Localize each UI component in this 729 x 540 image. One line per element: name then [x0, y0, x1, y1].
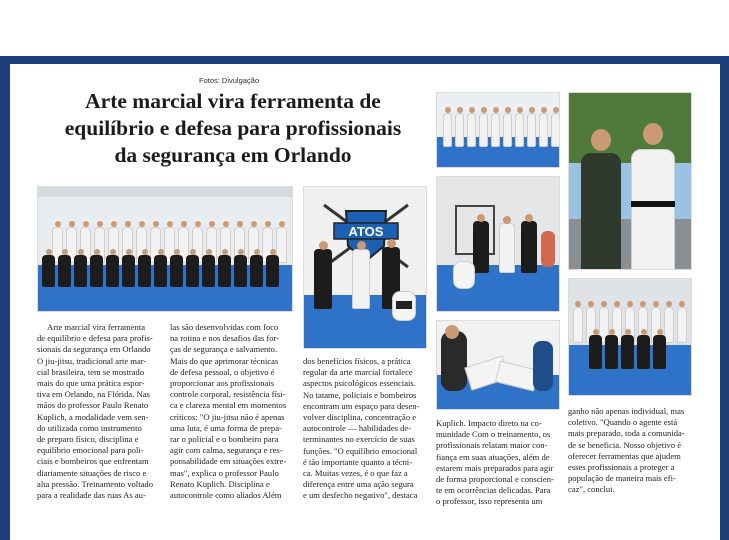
athlete-head — [125, 221, 131, 227]
logo-text: ATOS — [348, 224, 384, 239]
body-text-line: e um desfecho negativo", destaca — [303, 490, 418, 501]
body-text-line: Mais do que aprimorar técnicas — [170, 355, 279, 366]
body-text-line: ças de segurança e salvamento. — [170, 344, 278, 355]
athlete-head — [457, 107, 463, 113]
athlete — [42, 255, 55, 287]
athlete-head — [78, 249, 84, 255]
athlete — [605, 335, 618, 369]
body-text-line: Renato Kuplich. Disciplina e — [170, 478, 270, 489]
athlete-head — [517, 107, 523, 113]
athlete-head — [270, 249, 276, 255]
body-text-line: de forma proporcional e conscien- — [436, 474, 554, 485]
athlete-head — [679, 301, 685, 307]
athlete-head — [657, 329, 663, 335]
body-text-line: profissionais relatam maior con- — [436, 440, 548, 451]
athlete-head — [265, 221, 271, 227]
body-text-line: mais do que uma prática espor- — [37, 378, 145, 389]
body-text-line: fiança em suas atuações, além de — [436, 451, 550, 462]
athlete-head — [640, 301, 646, 307]
athlete-head — [209, 221, 215, 227]
athlete-head — [237, 221, 243, 227]
athlete — [589, 335, 602, 369]
athlete — [551, 113, 560, 147]
body-text-line: Arte marcial vira ferramenta — [47, 322, 146, 332]
body-text-line: regular da arte marcial fortalece — [303, 367, 413, 378]
athlete — [443, 113, 452, 147]
body-text-line: tiva em Orlando, na Flórida. Nas — [37, 389, 150, 400]
athlete-head — [609, 329, 615, 335]
athlete-head — [614, 301, 620, 307]
body-text-line: autocontrole — habilidades de- — [303, 423, 412, 434]
athlete — [455, 113, 464, 147]
body-text-line: ciais e bombeiros que enfrentam — [37, 456, 149, 467]
headline-line: equilíbrio e defesa para profissionais — [64, 116, 402, 140]
athlete-head — [481, 107, 487, 113]
body-text-line: do utilizada como instrumento — [37, 422, 142, 433]
athlete — [138, 255, 151, 287]
athlete-head — [251, 221, 257, 227]
headline-line: da segurança em Orlando — [114, 143, 352, 167]
athlete-head — [588, 301, 594, 307]
athlete-head — [46, 249, 52, 255]
body-text-line: ca. Muitas vezes, é o que faz a — [303, 468, 408, 479]
athlete — [202, 255, 215, 287]
athlete-head — [222, 249, 228, 255]
athlete-head — [167, 221, 173, 227]
body-text-line: oferecer ferramentas que ajudem — [568, 450, 681, 461]
athlete — [503, 113, 512, 147]
body-text-line: alta pressão. Treinamento voltado — [37, 478, 153, 489]
body-text-line: terminantes no exercício de suas — [303, 434, 415, 445]
body-text-line: volver disciplina, concentração e — [303, 412, 417, 423]
body-text-line: esses profissionais a proteger a — [568, 462, 675, 473]
athlete — [58, 255, 71, 287]
body-text-line: Kuplich. Impacto direto na co- — [436, 418, 542, 428]
dog — [453, 261, 475, 289]
athlete-head — [666, 301, 672, 307]
athlete-head — [529, 107, 535, 113]
athlete-head — [142, 249, 148, 255]
athlete — [527, 113, 536, 147]
text-column-4 — [436, 418, 560, 508]
athlete — [106, 255, 119, 287]
athlete-head — [55, 221, 61, 227]
athlete-head — [69, 221, 75, 227]
body-text-line: funções. "O equilíbrio emocional — [303, 445, 418, 456]
officers-dog-photo — [436, 176, 560, 312]
body-text-line: para a realidade das ruas As au- — [37, 490, 146, 501]
team-photo-top — [436, 92, 560, 168]
photo-credit: Fotos: Divulgação — [199, 76, 260, 85]
body-text-line: de defesa pessoal, o objetivo é — [170, 366, 275, 377]
body-text-line: rar o policial e o bombeiro para — [170, 434, 279, 445]
body-text-line: caz", conclui. — [568, 484, 615, 495]
body-text-line: munidade Com o treinamento, os — [436, 429, 551, 440]
athlete-head — [94, 249, 100, 255]
body-text-line: encontram um espaço para desen- — [303, 400, 420, 411]
body-text-line: cial brasileira, tem se mostrado — [37, 366, 145, 377]
body-text-line: ganho não apenas individual, mas — [568, 406, 685, 416]
body-text-line: ca e clareza mental em momentos — [170, 400, 287, 411]
athlete-head — [254, 249, 260, 255]
athlete — [573, 307, 583, 343]
athlete-head — [653, 301, 659, 307]
athlete-head — [62, 249, 68, 255]
body-text-line: Kuplich, a modalidade vem sen- — [37, 411, 149, 422]
athlete-head — [174, 249, 180, 255]
athlete-head — [641, 329, 647, 335]
athlete-head — [279, 221, 285, 227]
athlete — [677, 307, 687, 343]
athlete-head — [493, 107, 499, 113]
text-column-2 — [170, 322, 294, 501]
athlete-head — [223, 221, 229, 227]
body-text-line: coletivo. "Quando o agente está — [568, 417, 678, 428]
athlete — [170, 255, 183, 287]
athlete — [250, 255, 263, 287]
athlete — [122, 255, 135, 287]
athlete — [621, 335, 634, 369]
athlete — [491, 113, 500, 147]
athlete-head — [627, 301, 633, 307]
athlete-head — [541, 107, 547, 113]
body-text-line: O jiu-jitsu, tradicional arte mar- — [37, 355, 147, 366]
athlete-head — [553, 107, 559, 113]
body-text-line: estarem mais preparados para agir — [436, 462, 554, 473]
body-text-line: de se beneficia. Nosso objetivo é — [568, 439, 682, 450]
body-text-line: de equilíbrio e defesa para profis- — [37, 333, 153, 344]
athlete-head — [139, 221, 145, 227]
body-text-line: críticos: "O jiu-jitsu não é apenas — [170, 411, 285, 422]
athlete-head — [181, 221, 187, 227]
athlete-head — [195, 221, 201, 227]
athlete — [467, 113, 476, 147]
athlete — [637, 335, 650, 369]
group-photo-mat — [568, 278, 692, 396]
text-column-1 — [37, 322, 161, 501]
group-photo-dojo — [37, 186, 293, 312]
athlete-head — [111, 221, 117, 227]
athlete — [479, 113, 488, 147]
body-text-line: equilíbrio emocional para poli- — [37, 445, 144, 456]
outdoor-portrait-photo — [568, 92, 692, 270]
body-text-line: diariamente situações de risco e — [37, 467, 147, 478]
body-text-line: controle corporal, resistência físi- — [170, 389, 286, 400]
body-text-line: diferença entre uma ação segura — [303, 479, 414, 490]
athlete-head — [153, 221, 159, 227]
body-text-line: mas", explica o professor Paulo — [170, 467, 279, 478]
athlete — [234, 255, 247, 287]
athlete-head — [593, 329, 599, 335]
headline — [38, 88, 428, 169]
athlete-head — [238, 249, 244, 255]
athlete — [653, 335, 666, 369]
athlete-head — [601, 301, 607, 307]
athlete-head — [625, 329, 631, 335]
body-text-line: ponsabilidade em situações extre- — [170, 456, 287, 467]
athlete-head — [158, 249, 164, 255]
body-text-line: uma luta, é uma forma de prepa- — [170, 422, 282, 433]
body-text-line: o professor, isso representa um — [436, 496, 543, 507]
athlete — [154, 255, 167, 287]
body-text-line: dos benefícios físicos, a prática — [303, 356, 411, 366]
athlete-head — [575, 301, 581, 307]
athlete — [266, 255, 279, 287]
headline-line: Arte marcial vira ferramenta de — [85, 89, 381, 113]
athlete-head — [505, 107, 511, 113]
body-text-line: aspectos psicológicos essenciais. — [303, 378, 416, 389]
athlete-head — [110, 249, 116, 255]
body-text-line: de preparo físico, disciplina e — [37, 434, 139, 445]
body-text-line: na rotina e nos desafios das for- — [170, 333, 280, 344]
athlete-head — [469, 107, 475, 113]
body-text-line: te em ocorrências delicadas. Para — [436, 485, 551, 496]
athlete-head — [97, 221, 103, 227]
body-text-line: população de maneira mais efi- — [568, 473, 676, 484]
athlete — [539, 113, 548, 147]
athlete — [90, 255, 103, 287]
body-text-line: autocontrole como aliados Além — [170, 490, 282, 501]
athlete — [515, 113, 524, 147]
athlete-head — [206, 249, 212, 255]
body-text-line: agir com calma, segurança e res- — [170, 445, 283, 456]
body-text-line: las são desenvolvidas com foco — [170, 322, 279, 332]
body-text-line: No tatame, policiais e bombeiros — [303, 389, 417, 400]
logo-wall-photo — [303, 186, 427, 349]
athlete-head — [445, 107, 451, 113]
text-column-5 — [568, 406, 692, 496]
athlete — [74, 255, 87, 287]
athlete-head — [126, 249, 132, 255]
body-text-line: mãos do professor Paulo Renato — [37, 400, 149, 411]
sparring-photo — [436, 320, 560, 410]
text-column-3 — [303, 356, 427, 502]
athlete — [186, 255, 199, 287]
body-text-line: sionais da segurança em Orlando — [37, 344, 151, 355]
athlete-head — [83, 221, 89, 227]
body-text-line: proporcionar aos profissionais — [170, 378, 275, 389]
body-text-line: é tão importante quanto a técni- — [303, 456, 413, 467]
athlete — [218, 255, 231, 287]
body-text-line: mais preparado, toda a comunida- — [568, 428, 685, 439]
athlete-head — [190, 249, 196, 255]
